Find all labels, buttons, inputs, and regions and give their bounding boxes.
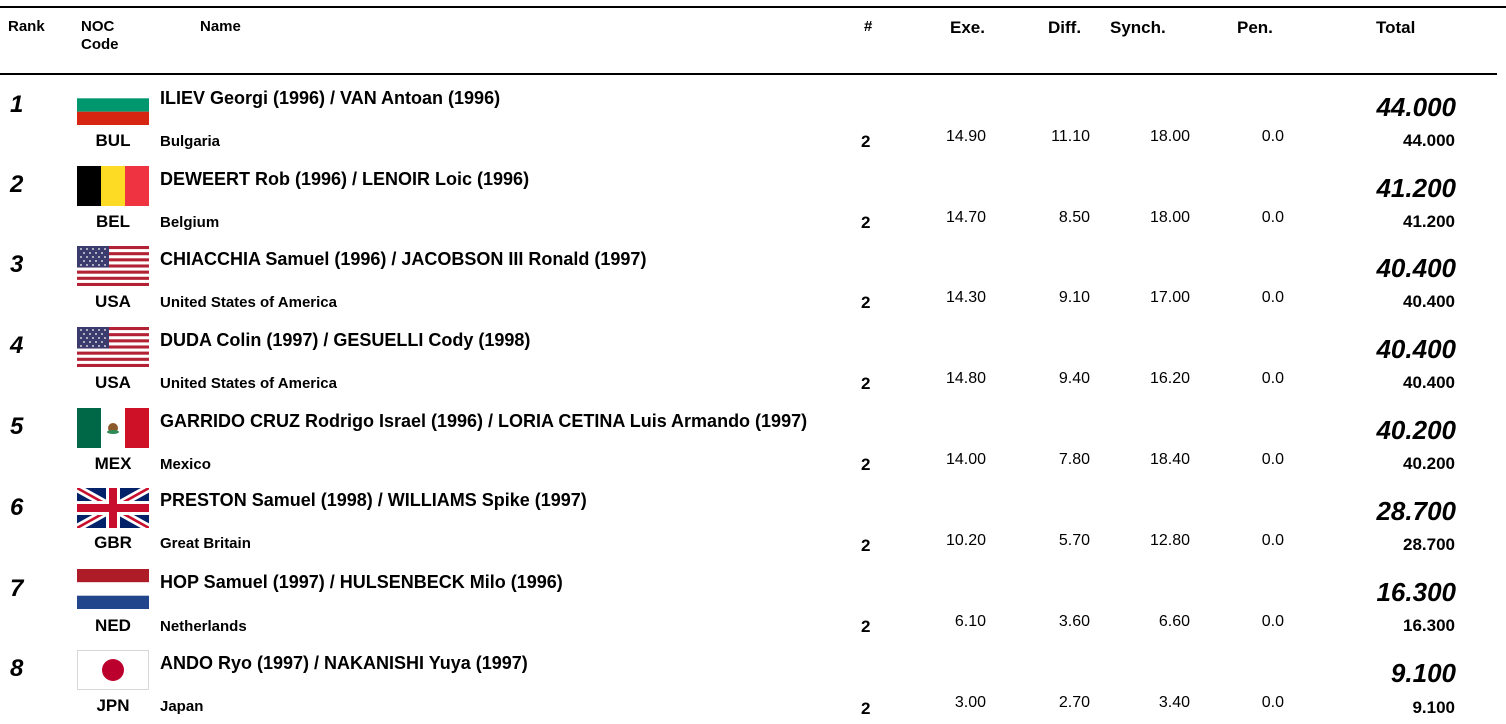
header-total: Total xyxy=(1376,18,1416,37)
pen-score: 0.0 xyxy=(1261,370,1284,387)
diff-score: 2.70 xyxy=(1058,694,1090,711)
routine-count: 2 xyxy=(861,536,871,555)
routine-count: 2 xyxy=(861,293,871,312)
usa-flag-icon xyxy=(77,327,149,367)
total-score: 16.300 xyxy=(1376,577,1456,607)
total-score-small: 40.400 xyxy=(1403,373,1455,392)
header-synch: Synch. xyxy=(1110,18,1166,37)
total-score-small: 40.400 xyxy=(1403,292,1455,311)
header-rank: Rank xyxy=(8,18,45,35)
diff-score: 11.10 xyxy=(1051,128,1090,145)
pen-score: 0.0 xyxy=(1261,289,1284,306)
header-exe: Exe. xyxy=(950,18,985,37)
athlete-names: ILIEV Georgi (1996) / VAN Antoan (1996) xyxy=(160,88,501,108)
diff-score: 5.70 xyxy=(1058,532,1090,549)
athlete-names: ANDO Ryo (1997) / NAKANISHI Yuya (1997) xyxy=(160,653,528,673)
synch-score: 17.00 xyxy=(1149,289,1190,306)
athlete-names: DEWEERT Rob (1996) / LENOIR Loic (1996) xyxy=(160,169,530,189)
diff-score: 9.10 xyxy=(1058,289,1090,306)
athlete-names: DUDA Colin (1997) / GESUELLI Cody (1998) xyxy=(160,330,531,350)
synch-score: 6.60 xyxy=(1158,613,1190,630)
rank: 3 xyxy=(10,251,24,278)
header-noc: NOC xyxy=(81,18,115,35)
exe-score: 14.30 xyxy=(945,289,986,306)
exe-score: 14.70 xyxy=(945,209,986,226)
top-rule xyxy=(0,6,1506,8)
country-name: United States of America xyxy=(160,375,337,392)
synch-score: 18.40 xyxy=(1149,451,1190,468)
synch-score: 3.40 xyxy=(1158,694,1190,711)
total-score-small: 16.300 xyxy=(1403,616,1455,635)
diff-score: 3.60 xyxy=(1058,613,1090,630)
pen-score: 0.0 xyxy=(1261,532,1284,549)
routine-count: 2 xyxy=(861,699,871,718)
pen-score: 0.0 xyxy=(1261,209,1284,226)
athlete-names: CHIACCHIA Samuel (1996) / JACOBSON III Ronald (1997) xyxy=(160,249,647,269)
rank: 2 xyxy=(10,171,24,198)
country-name: Mexico xyxy=(160,456,211,473)
header-hash: # xyxy=(864,18,873,35)
mexico-flag-icon xyxy=(77,408,149,448)
synch-score: 12.80 xyxy=(1149,532,1190,549)
total-score: 41.200 xyxy=(1376,173,1456,203)
total-score: 40.400 xyxy=(1376,253,1456,283)
routine-count: 2 xyxy=(861,132,871,151)
noc-code: USA xyxy=(95,292,131,311)
rank: 5 xyxy=(10,413,24,440)
diff-score: 8.50 xyxy=(1058,209,1090,226)
usa-flag-icon xyxy=(77,246,149,286)
noc-code: USA xyxy=(95,373,131,392)
country-name: United States of America xyxy=(160,294,337,311)
rank: 8 xyxy=(10,655,24,682)
pen-score: 0.0 xyxy=(1261,694,1284,711)
country-name: Belgium xyxy=(160,214,220,231)
diff-score: 7.80 xyxy=(1058,451,1090,468)
header-pen: Pen. xyxy=(1237,18,1273,37)
japan-flag-icon xyxy=(77,650,149,690)
rank: 1 xyxy=(10,91,24,118)
noc-code: BEL xyxy=(96,212,130,231)
exe-score: 3.00 xyxy=(954,694,986,711)
great-britain-flag-icon xyxy=(77,488,149,528)
exe-score: 10.20 xyxy=(945,532,986,549)
total-score: 40.200 xyxy=(1376,415,1456,445)
routine-count: 2 xyxy=(861,213,871,232)
total-score-small: 41.200 xyxy=(1403,212,1455,231)
header-diff: Diff. xyxy=(1048,18,1082,37)
rank: 6 xyxy=(10,494,24,521)
noc-code: JPN xyxy=(96,696,130,715)
netherlands-flag-icon xyxy=(77,569,149,609)
exe-score: 6.10 xyxy=(954,613,986,630)
total-score-small: 28.700 xyxy=(1403,535,1455,554)
country-name: Netherlands xyxy=(160,618,247,635)
athlete-names: PRESTON Samuel (1998) / WILLIAMS Spike (1997) xyxy=(160,490,587,510)
country-name: Japan xyxy=(160,698,204,715)
athlete-names: GARRIDO CRUZ Rodrigo Israel (1996) / LORIA CETINA Luis Armando (1997) xyxy=(160,411,808,431)
diff-score: 9.40 xyxy=(1058,370,1090,387)
total-score-small: 9.100 xyxy=(1412,698,1455,717)
header-name: Name xyxy=(200,18,241,35)
total-score: 40.400 xyxy=(1376,334,1456,364)
synch-score: 16.20 xyxy=(1149,370,1190,387)
total-score-small: 44.000 xyxy=(1403,131,1455,150)
header-code: Code xyxy=(81,36,119,53)
noc-code: GBR xyxy=(94,533,132,552)
country-name: Great Britain xyxy=(160,535,251,552)
athlete-names: HOP Samuel (1997) / HULSENBECK Milo (1996) xyxy=(160,572,563,592)
exe-score: 14.80 xyxy=(945,370,986,387)
exe-score: 14.00 xyxy=(945,451,986,468)
synch-score: 18.00 xyxy=(1149,128,1190,145)
belgium-flag-icon xyxy=(77,166,149,206)
header-rule xyxy=(0,73,1497,75)
synch-score: 18.00 xyxy=(1149,209,1190,226)
total-score: 28.700 xyxy=(1376,496,1456,526)
country-name: Bulgaria xyxy=(160,133,221,150)
routine-count: 2 xyxy=(861,617,871,636)
rank: 4 xyxy=(10,332,24,359)
routine-count: 2 xyxy=(861,374,871,393)
rank: 7 xyxy=(10,575,24,602)
bulgaria-flag-icon xyxy=(77,85,149,125)
pen-score: 0.0 xyxy=(1261,128,1284,145)
noc-code: MEX xyxy=(94,454,132,473)
exe-score: 14.90 xyxy=(945,128,986,145)
routine-count: 2 xyxy=(861,455,871,474)
total-score-small: 40.200 xyxy=(1403,454,1455,473)
noc-code: BUL xyxy=(95,131,131,150)
total-score: 9.100 xyxy=(1390,658,1456,688)
total-score: 44.000 xyxy=(1376,92,1456,122)
noc-code: NED xyxy=(95,616,131,635)
pen-score: 0.0 xyxy=(1261,613,1284,630)
pen-score: 0.0 xyxy=(1261,451,1284,468)
